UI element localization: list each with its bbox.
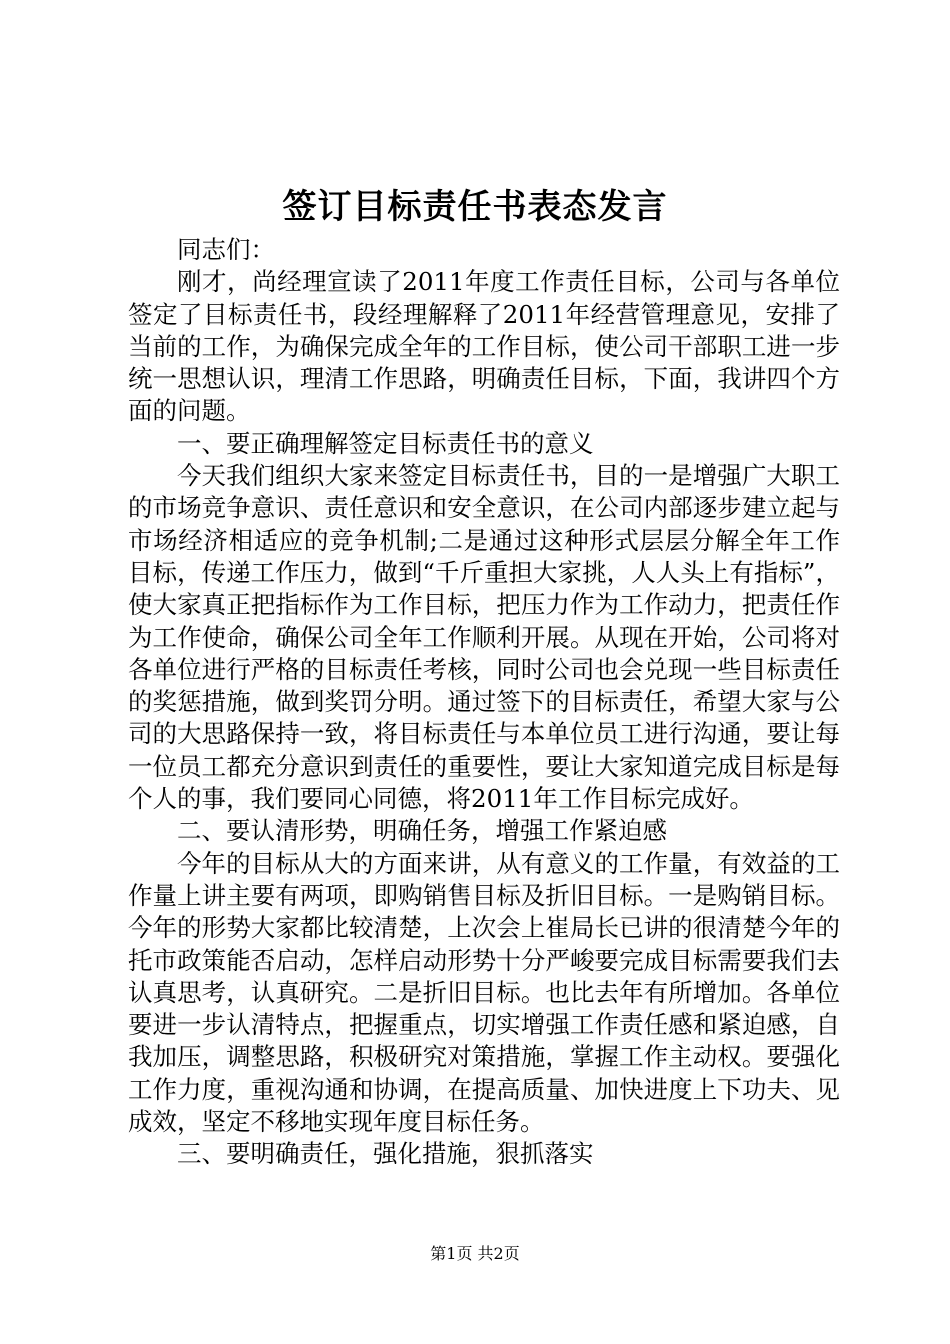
section-2-paragraph: 今年的目标从大的方面来讲，从有意义的工作量，有效益的工作量上讲主要有两项，即购销售目标及折旧目标。一是购销目标。今年的形势大家都比较清楚，上次会上崔局长已讲的很清楚今年的托市政策能否启动，怎样启动形势十分严峻要完成目标需要我们去认真思考，认真研究。二是折旧目标。也比去年有所增加。各单位要进一步认清特点，把握重点，切实增强工作责任感和紧迫感，自我加压，调整思路，积极研究对策措施，掌握工作主动权。要强化工作力度，重视沟通和协调，在提高质量、加快进度上下功夫、见成效，坚定不移地实现年度目标任务。 [128, 848, 840, 1137]
document-body [128, 234, 840, 1171]
section-heading-2: 二、要认清形势，明确任务，增强工作紧迫感 [177, 816, 667, 846]
section-1-paragraph: 今天我们组织大家来签定目标责任书，目的一是增强广大职工的市场竞争意识、责任意识和安全意识，在公司内部逐步建立起与市场经济相适应的竞争机制;二是通过这种形式层层分解全年工作目标，传递工作压力，做到“千斤重担大家挑，人人头上有指标”，使大家真正把指标作为工作目标，把压力作为工作动力，把责任作为工作使命，确保公司全年工作顺利开展。从现在开始，公司将对各单位进行严格的目标责任考核，同时公司也会兑现一些目标责任的奖惩措施，做到奖罚分明。通过签下的目标责任，希望大家与公司的大思路保持一致，将目标责任与本单位员工进行沟通，要让每一位员工都充分意识到责任的重要性，要让大家知道完成目标是每个人的事，我们要同心同德，将2011年工作目标完成好。 [128, 461, 840, 814]
salutation-paragraph: 同志们： [177, 235, 275, 264]
section-heading-3: 三、要明确责任，强化措施，狠抓落实 [177, 1139, 594, 1169]
section-heading-1: 一、要正确理解签定目标责任书的意义 [177, 428, 594, 458]
intro-paragraph: 刚才，尚经理宣读了2011年度工作责任目标，公司与各单位签定了目标责任书，段经理解释了2011年经营管理意见，安排了当前的工作，为确保完成全年的工作目标，使公司干部职工进一步统一思想认识，理清工作思路，明确责任目标，下面，我讲四个方面的问题。 [128, 267, 840, 426]
document-title: 签订目标责任书表态发言 [282, 187, 668, 227]
page-footer: 第1页 共2页 [430, 1244, 520, 1263]
